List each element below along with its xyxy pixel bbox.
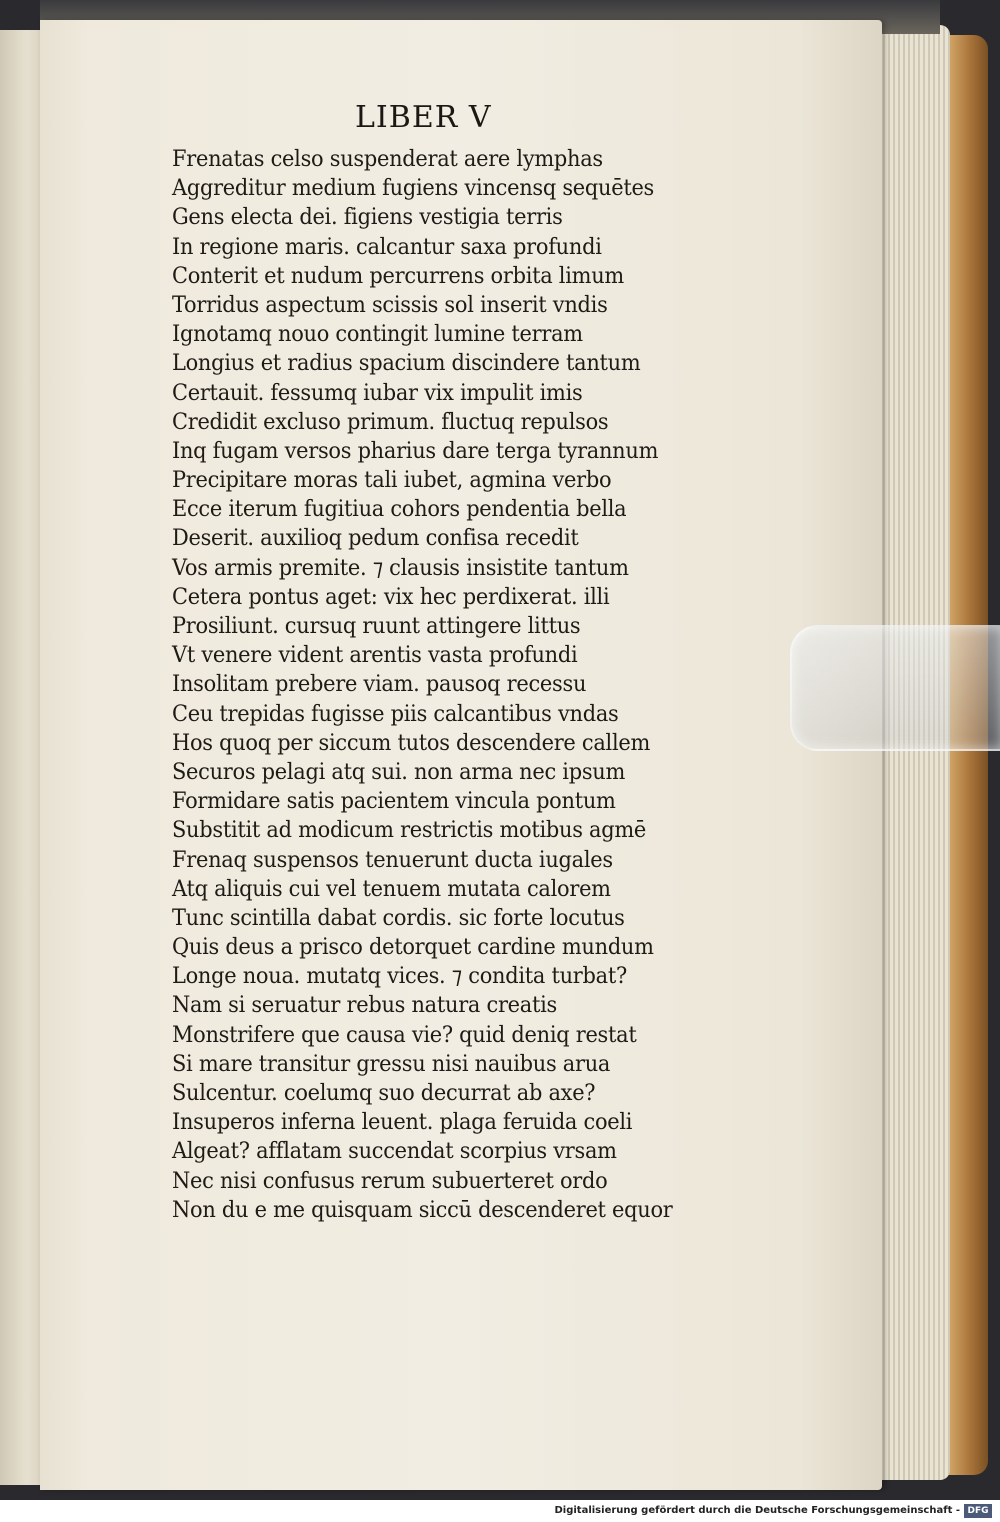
verse-line: Cetera pontus aget: vix hec perdixerat. illi (172, 583, 610, 610)
footer-bar (0, 1500, 1000, 1522)
verse-line: Formidare satis pacientem vincula pontum (172, 788, 616, 815)
page-heading: LIBER V (355, 100, 492, 135)
verse-line: Torridus aspectum scissis sol inserit vndis (172, 291, 608, 318)
verse-line: Non du e me quisquam siccū descenderet equor (172, 1196, 673, 1223)
dfg-logo-icon: DFG (964, 1504, 992, 1518)
verse-line: Certauit. fessumq iubar vix impulit imis (172, 379, 583, 406)
verse-line: Precipitare moras tali iubet, agmina verbo (172, 467, 612, 494)
verse-line: Vos armis premite. ⁊ clausis insistite tantum (172, 554, 629, 581)
verse-line: Monstrifere que causa vie? quid deniq restat (172, 1021, 637, 1048)
verse-line: Insuperos inferna leuent. plaga feruida coeli (172, 1109, 633, 1136)
verse-line: Longe noua. mutatq vices. ⁊ condita turbat? (172, 963, 627, 990)
verse-line: Substitit ad modicum restrictis motibus agmē (172, 817, 647, 844)
verse-line: Gens electa dei. figiens vestigia terris (172, 204, 563, 231)
verse-line: Hos quoq per siccum tutos descendere callem (172, 729, 651, 756)
verse-line: Credidit excluso primum. fluctuq repulsos (172, 408, 609, 435)
verse-line: Quis deus a prisco detorquet cardine mundum (172, 934, 654, 961)
verse-line: Tunc scintilla dabat cordis. sic forte locutus (172, 904, 625, 931)
verse-line: Si mare transitur gressu nisi nauibus arua (172, 1050, 611, 1077)
verse-line: Ignotamq nouo contingit lumine terram (172, 321, 583, 348)
verse-line: Frenaq suspensos tenuerunt ducta iugales (172, 846, 613, 873)
verse-line: Securos pelagi atq sui. non arma nec ipsum (172, 758, 626, 785)
funding-credit: Digitalisierung gefördert durch die Deutsche Forschungsgemeinschaft - (554, 1505, 960, 1516)
verse-line: Longius et radius spacium discindere tantum (172, 350, 641, 377)
plastic-page-clip (790, 625, 1000, 751)
verse-line: Deserit. auxilioq pedum confisa recedit (172, 525, 579, 552)
verse-line: Insolitam prebere viam. pausoq recessu (172, 671, 587, 698)
verse-line: In regione maris. calcantur saxa profundi (172, 233, 602, 260)
verse-line: Atq aliquis cui vel tenuem mutata calorem (172, 875, 611, 902)
verse-line: Algeat? afflatam succendat scorpius vrsam (172, 1138, 617, 1165)
verse-line: Nec nisi confusus rerum subuerteret ordo (172, 1167, 608, 1194)
verse-line: Aggreditur medium fugiens vincensq sequētes (172, 175, 655, 202)
verse-line: Prosiliunt. cursuq ruunt attingere littus (172, 613, 581, 639)
verse-line: Ceu trepidas fugisse piis calcantibus vndas (172, 700, 619, 727)
verse-line: Frenatas celso suspenderat aere lymphas (172, 146, 603, 172)
verse-line: Conterit et nudum percurrens orbita limum (172, 262, 624, 289)
verse-line: Nam si seruatur rebus natura creatis (172, 992, 557, 1019)
verse-line: Vt venere vident arentis vasta profundi (172, 642, 578, 669)
verse-line: Inq fugam versos pharius dare terga tyrannum (172, 437, 659, 464)
verse-list (172, 145, 732, 1225)
verse-line: Ecce iterum fugitiua cohors pendentia bella (172, 496, 627, 523)
verse-line: Sulcentur. coelumq suo decurrat ab axe? (172, 1080, 596, 1106)
